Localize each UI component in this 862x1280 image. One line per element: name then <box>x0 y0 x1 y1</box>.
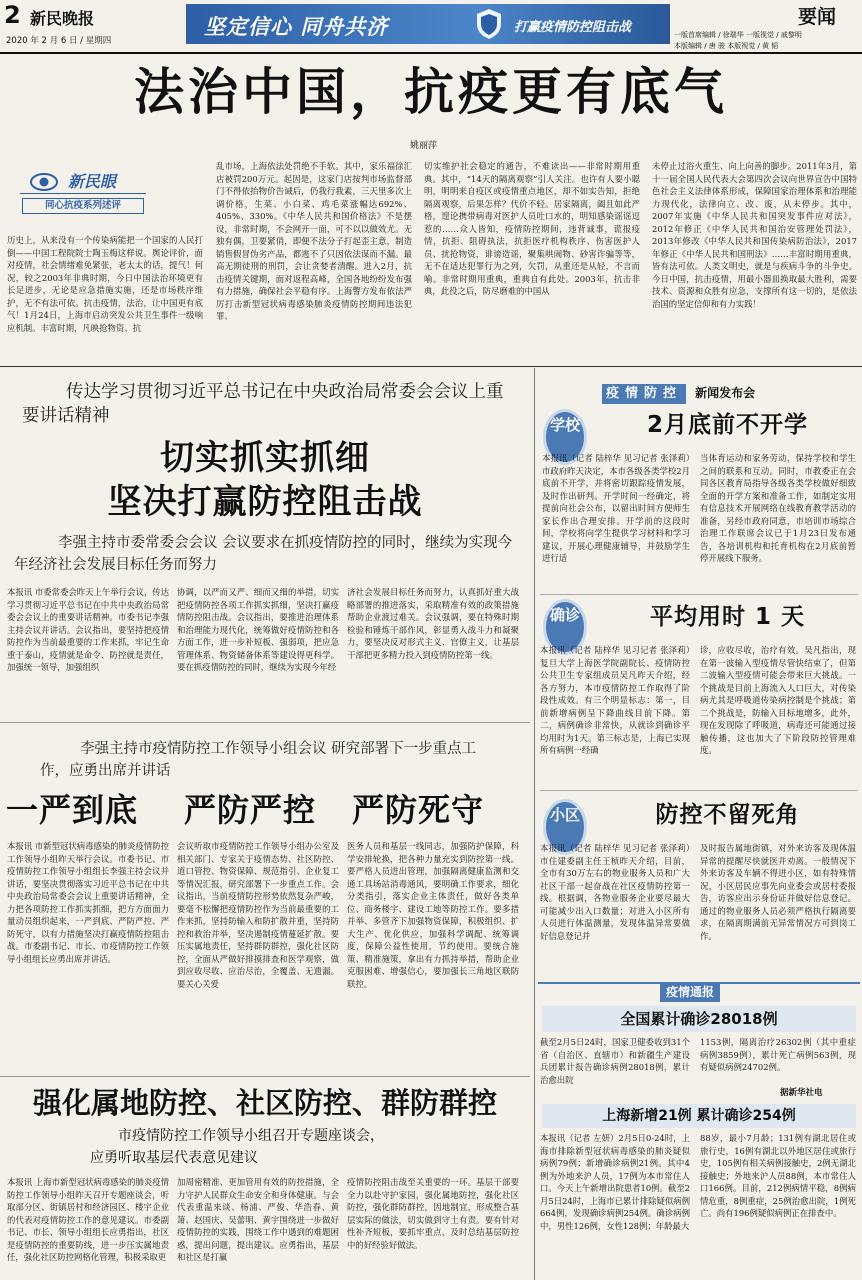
banner <box>186 4 670 44</box>
group-title-1: 一严到底 <box>6 791 139 829</box>
lead-col-2: 乱市场，上海依法处罚绝不手软。其中，家乐福徐汇店被罚200万元。起因是，这家门店按判市场监督部门不得依抬物价告诫后，仍我行我素，三天里多次上调价格，生菜、小白菜、鸡毛菜涨幅达692%、405%、330%。《中华人民共和国价格法》不是摆设，非常时期，不会网开一面，可不以以做效尤。无独有偶，卫要紧俏，即便不法分子打起歪主意，制造销售假冒伪劣产品，都逃不了只因依法谋而不漏。最高无期徒刑的刑罚，会让贪婪者清醒。进入2月，抗击疫情关键期，面对返程高峰，全国各地纷纷发布强有力措施，确保社会平稳有序。上海警方发布依法严厉打击新型冠状病毒感染肺炎疫情防控期间违法犯罪、 <box>216 161 412 321</box>
issue-date: 2020 年 2 月 6 日 / 星期四 <box>6 36 112 46</box>
shield-icon <box>476 8 502 40</box>
community-control-col-2: 及时报告属地街镇，对外来访客及现体温异常的提醒尽快就医并劝离。一般情况下外来访客及车辆不得进小区，如有特殊情况，小区居民应事先向业委会或居村委报告，访客应出示身份证并做好信息登记。通过的物业服务人员必须严格执行隔离要求，在隔离期满前无异常情况方可到岗工作。 <box>700 843 856 941</box>
meeting-title-1: 切实抓实抓细 <box>160 438 370 478</box>
diagnosis-col-2: 诊，应收尽收，治疗有效。吴凡指出，现在第一波输入型疫情尽管快结束了，但第二波输入型疫情可能会带来巨大挑战。一个挑战是目前上海流入人口巨大，对传染病尤其是呼吸道传染病控制是个挑战；第二个挑战是，防输入目标地增多，此外，现在发现除了呼吸道，病毒还可能通过接触传播，这也加大了下阶段防控管理难度。 <box>700 645 856 755</box>
editor-line-1: 一版首席编辑 / 徐瑞华 一版视觉 / 戚黎明 <box>674 31 802 39</box>
meeting-col-3: 济社会发展目标任务而努力，认真抓好重大战略部署的推进落实，采取精准有效的政策措施帮助企业渡过难关。会议强调，要在特殊时期检验和锤炼干部作风，彰显勇入战斗力和凝聚力，要坚决反对形式主义、官僚主义，让基层干部把更多精力投入到疫情防控第一线。 <box>347 587 519 660</box>
shanghai-col-1: 本报讯（记者 左妍）2月5日0-24时，上海市排除新型冠状病毒感染的肺炎疑似病例79例；新增确诊病例21例。其中4例为外地来沪人员，17例为本市常住人口。今天上午新增出院患者10例。截至2月5日24时，上海市已累计排除疑似病例664例，发现确诊病例254例。确诊病例中，男性126例，女性128例；年龄最大 <box>540 1133 690 1231</box>
school-col-2: 当体育运动和家务劳动，保持学校和学生之间的联系和互动。同时，市教委正在会同各区教育局指导各级各类学校做好细致全面的开学方案和准备工作，如制定实用有信息技术开展网络在线教育教学活动的准备，另经市政府同意，市培训市场综合治理工作联席会议已于1月23日发布通告，各培训机构和托育机构在2月底前暂停开展线下服务。 <box>700 453 856 563</box>
community-col-3: 疫情防控阻击战至关重要的一环。基层干部要全力以赴守护家园，强化属地防控，强化社区防控，强化群防群控，因地制宜，形成整合基层实际的做法，切实做到守土有责。要有针对性补齐短板，要抓牢重点，及时总结基层防控中的好经验好做法。 <box>347 1177 519 1250</box>
lead-col-4: 未停止过浴火重生、向上向善的脚步。2011年3月，第十一届全国人民代表大会第四次会议向世界宣告中国特色社会主义法律体系形成，保障国家治理体系和治理能力现代化，法律向立、改、废，从未停步。其中，2007年实施《中华人民共和国突发事件应对法》，2012年修正《中华人民共和国治安管理处罚法》，2013年修改《中华人民共和国传染病防治法》，2017年修正《中华人民共和国刑法》……丰富时期用重典，皆有法可依。人类文明史，就是与疾病斗争的斗争史。今日中国，抗击疫情，用最小器皿换取最大胜利，需要技术、资源和众胜有应急，支撑所有这一切的，是依法治国的坚定信仰和有力实践！ <box>652 161 857 309</box>
shanghai-col-2: 88岁，最小7月龄；131例有湖北居住或旅行史，16例有湖北以外地区居住或旅行史，105例有相关病例接触史，2例无湖北接触史；外地来沪人员88例，本市常住人口166例。目前，212例病情平稳，8例病情危重，8例重症，25例治愈出院，1例死亡。尚有196例疑似病例正在排查中。 <box>700 1133 856 1218</box>
meeting-kicker: 传达学习贯彻习近平总书记在中央政治局常委会会议上重要讲话精神 <box>22 382 504 426</box>
group-title-3: 严防死守 <box>352 791 485 829</box>
group-kicker: 李强主持市疫情防控工作领导小组会议 研究部署下一步重点工作，应勇出席并讲话 <box>40 741 477 779</box>
presser-tag-label: 疫情防控 <box>602 384 686 404</box>
lead-col-1: 历史上，从来没有一个传染病能把一个国家的人民打倒——中国工程院院士陶玉梅这样说。舆论评价，面对疫情，社会情绪难免紧张，老太太的话，提气！何况，较之2003年非典时期，今日中国法治环境更有长足进步，无论是应急措施实施，还是市场秩序维护，无不有法可依。抗击疫情，法治，让中国更有底气！1月24日，上海市启动突发公共卫生事件一级响应机制。丰富时期，凡映抢物资、抗 <box>7 235 203 333</box>
school-title: 2月底前不开学 <box>646 412 808 438</box>
column-name: 新民眼 <box>68 172 117 191</box>
shanghai-headline: 上海新增21例 累计确诊254例 <box>542 1104 856 1128</box>
meeting-col-1: 本报讯 市委常委会昨天上午举行会议，传达学习贯彻习近平总书记在中共中央政治局常委会会议上的重要讲话精神。市委书记李强主持会议并讲话。会议指出，要坚持把疫情防控作为当前最重要的工作来抓，牢记生命重于泰山，疫情就是命令、防控就是责任，加强统一领导，加强组织 <box>7 587 169 672</box>
page-number: 2 <box>4 1 21 29</box>
diagnosis-title: 平均用时 1 天 <box>649 604 806 630</box>
community-control-title: 防控不留死角 <box>655 802 800 828</box>
banner-title: 坚定信心 同舟共济 <box>204 15 389 39</box>
lead-col-3: 切实维护社会稳定的通告，不难读出——非常时期用重典。其中，“14天的隔离观察”引人关注。也许有人要小聪明，明明来自疫区或疫情重点地区，却不如实告知，拒绝隔离观察，后果怎样？代价不轻。居家隔离，阖且如此严格，遑论携带病毒对医护人员吐口水的，明知感染谣谣逗惹的……众人皆知，疫情防控期间，违背诚事，谎报疫情，抗拒、阻碍执法，抗拒医疗机构秩序、伤害医护人员、扰抢物资，诽谤造谣，聚集哄闹物、砂害诈骗等等，无不在适达犯罪行为之列，欠罚，从重还是从轻，不言而喻。非常时期用重典，重典自有此处。2003年，抗击非典，此役之后，防尽磨难的中国从 <box>424 161 640 296</box>
national-col-2: 1153例，隔离治疗26302例（其中重症病例3859例），累计死亡病例563例，现有疑似病例24702例。 <box>700 1037 856 1072</box>
meeting-col-2: 协调，以严而又严、细而又细的举措，切实把疫情防控各项工作抓实抓细，坚决打赢疫情防控阻击战。会议指出，要推进治理体系和治理能力现代化，统筹做好疫情防控和各方面工作，进一步补短板、强弱项，把应急管理体系、物资储备体系等建设得更科学。要在抓疫情防控的同时，继续为实现今年经 <box>177 587 339 672</box>
paper-name: 新民晚报 <box>30 9 95 28</box>
national-headline: 全国累计确诊28018例 <box>542 1006 856 1032</box>
school-col-1: 本报讯（记者 陆梓华 见习记者 张泽莉）市政府昨天决定，本市各级各类学校2月底前不开学，并将密切跟踪疫情发展，及时作出研判。开学时间一经确定，将提前向社会公布，以留出时间方便师生家长作出合理安排。开学前的这段时间，学校将向学生提供学习材料和学习建议，开展心理健康辅导，并鼓励学生进行适 <box>542 453 690 563</box>
community-col-1: 本报讯 上海市新型冠状病毒感染的肺炎疫情防控工作领导小组昨天召开专题座谈会，听取部分区、街镇居村和经济园区、楼宇企业的代表对疫情防控工作的意见建议。市委副书记、市长、领导小组组长应勇指出，社区是疫情防控的重要防线，进一步压实属地责任，强化社区防控网格化管理，积极采取更 <box>7 1177 169 1262</box>
badge-diagnosis: 确诊 <box>546 602 584 652</box>
national-source: 据新华社电 <box>780 1088 823 1098</box>
national-col-1: 截至2月5日24时，国家卫健委收到31个省（自治区、直辖市）和新疆生产建设兵团累计报告确诊病例28018例，累计治愈出院 <box>540 1037 690 1085</box>
presser-tag-sub: 新闻发布会 <box>695 386 756 400</box>
community-sub-1: 市疫情防控工作领导小组召开专题座谈会， <box>118 1128 384 1144</box>
group-col-2: 会议听取市疫情防控工作领导小组办公室及相关部门、专家关于疫情态势、社区防控、道口管控、物资保障、规范指引、企业复工等情况汇报，研究部署下一步重点工作。会议指出，当前疫情防控形势依然复杂严峻，要毫不松懈把疫情防控作为当前最重要的工作来抓，坚持防输入和防扩散并重，坚持防控和救治并举，坚决遏制疫情蔓延扩散。要压实属地责任，坚持群防群控，强化社区防控，全面从严做好排摸排查和医学观察，做到应收尽收、应治尽治，全覆盖、无遗漏。要关心关爱 <box>177 841 339 989</box>
community-title: 强化属地防控、社区防控、群防群控 <box>32 1086 497 1120</box>
diagnosis-col-1: 本报讯（记者 陆梓华 见习记者 张泽莉）复旦大学上海医学院副院长、疫情防控公共卫生专家组成员吴凡昨天介绍，经各方努力，本市疫情防控工作取得了阶段性成效。有三个明显标志：第一，目前新增病例呈下降曲线目前下降。第二，病例确诊非常快，从就诊到确诊平均用时为1天。第三标志是，上海已实现所有病例一经确 <box>540 645 690 755</box>
group-col-1: 本报讯 市新型冠状病毒感染的肺炎疫情防控工作领导小组昨天举行会议。市委书记、市疫情防控工作领导小组组长李强主持会议并讲话，要坚决贯彻落实习近平总书记在中共中央政治局常委会会议上重要讲话精神，全力把各项防控工作抓实抓细，把方方面面力量动员组织起来，一严到底、严防严控、严防死守，以有力措施坚决打赢疫情防控阻击战。市委副书记、市长、市疫情防控工作领导小组组长应勇出席并讲话。 <box>7 841 169 964</box>
lead-headline: 法治中国，抗疫更有底气 <box>134 63 728 121</box>
lead-author: 姚丽萍 <box>410 141 438 151</box>
banner-subtitle: 打赢疫情防控阻击战 <box>514 20 632 35</box>
group-col-3: 医务人员和基层一线同志，加强防护保障，科学安排轮换，把各种力量充实到防控第一线。要严格人员进出管理，加强隔离健康监测和交通工具场站消毒通风，要明确工作要求，细化分类指引，落实企业主体责任，做好各类单位、商务楼宇、建设工地等防控工作。要多措并举、多管齐下加强物资保障，积极组织、扩大生产、优化供应，加强科学调配、统筹调度，保障公益性使用，节约使用。要统合施策、精准施策，拿出有力抓持举措，帮助企业克服困难、增强信心，要加强长三角地区联防联控。 <box>347 841 519 989</box>
presser-tag <box>602 382 755 402</box>
meeting-subtitle: 李强主持市委常委会会议 会议要求在抓疫情防控的同时，继续为实现今年经济社会发展目标任务而努力 <box>14 535 513 573</box>
eye-icon <box>30 172 58 192</box>
bulletin-tag: 疫情通报 <box>660 982 720 1002</box>
editor-line-2: 本版编辑 / 唐 骏 本版视觉 / 黄 韬 <box>674 42 779 50</box>
badge-community: 小区 <box>546 802 584 852</box>
badge-school: 学校 <box>546 412 584 462</box>
column-logo <box>8 166 158 220</box>
group-title-2: 严防严控 <box>184 791 317 829</box>
meeting-title-2: 坚决打赢防控阻击战 <box>107 482 423 522</box>
section-name: 要闻 <box>798 6 837 28</box>
column-tag: 同心抗疫系列述评 <box>22 198 144 214</box>
community-control-col-1: 本报讯（记者 陆梓华 见习记者 张泽莉）市住建委副主任王桢昨天介绍，目前，全市有30万左右的物业服务人员和广大社区干部一起奋战在社区疫情防控第一线。根据调，各物业服务企业要尽最大可能减少出入口数量；对进入小区所有人员进行体温测量，发现体温异常要做好信息登记并 <box>540 843 690 941</box>
community-sub-2: 应勇听取基层代表意见建议 <box>90 1150 258 1166</box>
community-col-2: 加周密精准、更加管用有效的防控措施，全力守护人民群众生命安全和身体健康。与会代表重温来谈、杨浦、严俊、华浩春、黄箫、赵国庆、吴蕾明、黄宇围绕进一步做好疫情防控的实践，围绕工作中遇到的难题困惑，提出问题，提出建议。应勇指出，基层和社区是打赢 <box>177 1177 339 1262</box>
